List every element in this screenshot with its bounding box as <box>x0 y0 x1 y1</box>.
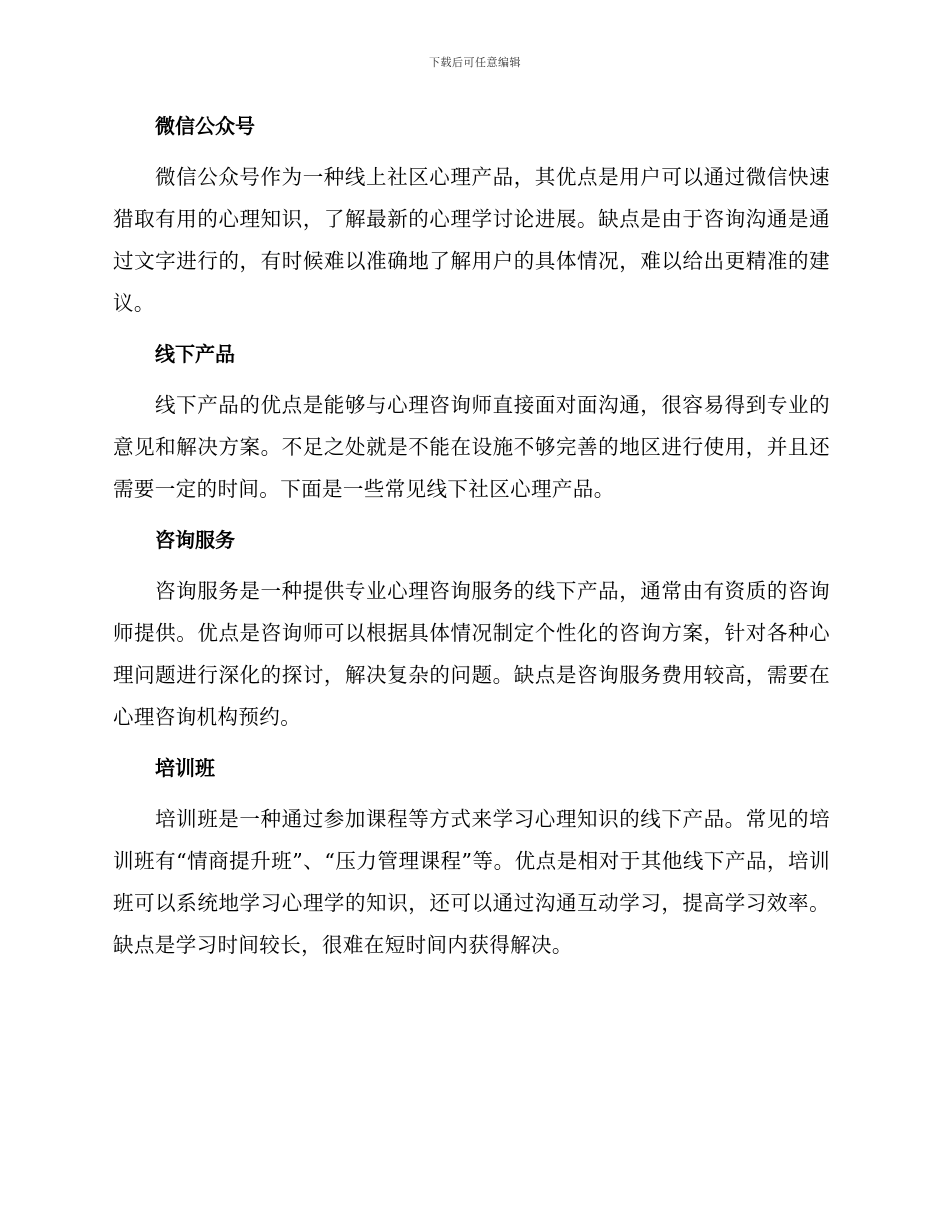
section-title-training: 培训班 <box>155 756 215 780</box>
page-header: 下载后可任意编辑 <box>429 56 521 69</box>
section-title-wechat: 微信公众号 <box>155 114 255 138</box>
section-body-consulting: 咨询服务是一种提供专业心理咨询服务的线下产品，通常由有资质的咨询师提供。优点是咨询师可以根据具体情况制定个性化的咨询方案，针对各种心理问题进行深化的探讨，解决复杂的问题。缺点是咨询服务费用较高，需要在心理咨询机构预约。 <box>113 579 830 729</box>
section-body-training: 培训班是一种通过参加课程等方式来学习心理知识的线下产品。常见的培训班有“情商提升班”、“压力管理课程”等。优点是相对于其他线下产品，培训班可以系统地学习心理学的知识，还可以通过沟通互动学习，提高学习效率。缺点是学习时间较长，很难在短时间内获得解决。 <box>113 807 830 957</box>
section-title-consulting: 咨询服务 <box>155 528 235 552</box>
section-title-offline: 线下产品 <box>155 342 235 366</box>
section-body-offline: 线下产品的优点是能够与心理咨询师直接面对面沟通，很容易得到专业的意见和解决方案。不足之处就是不能在设施不够完善的地区进行使用，并且还需要一定的时间。下面是一些常见线下社区心理产品。 <box>113 393 830 501</box>
section-body-wechat: 微信公众号作为一种线上社区心理产品，其优点是用户可以通过微信快速猎取有用的心理知识，了解最新的心理学讨论进展。缺点是由于咨询沟通是通过文字进行的，有时候难以准确地了解用户的具体情况，难以给出更精准的建议。 <box>113 165 830 315</box>
document-body <box>113 110 830 980</box>
